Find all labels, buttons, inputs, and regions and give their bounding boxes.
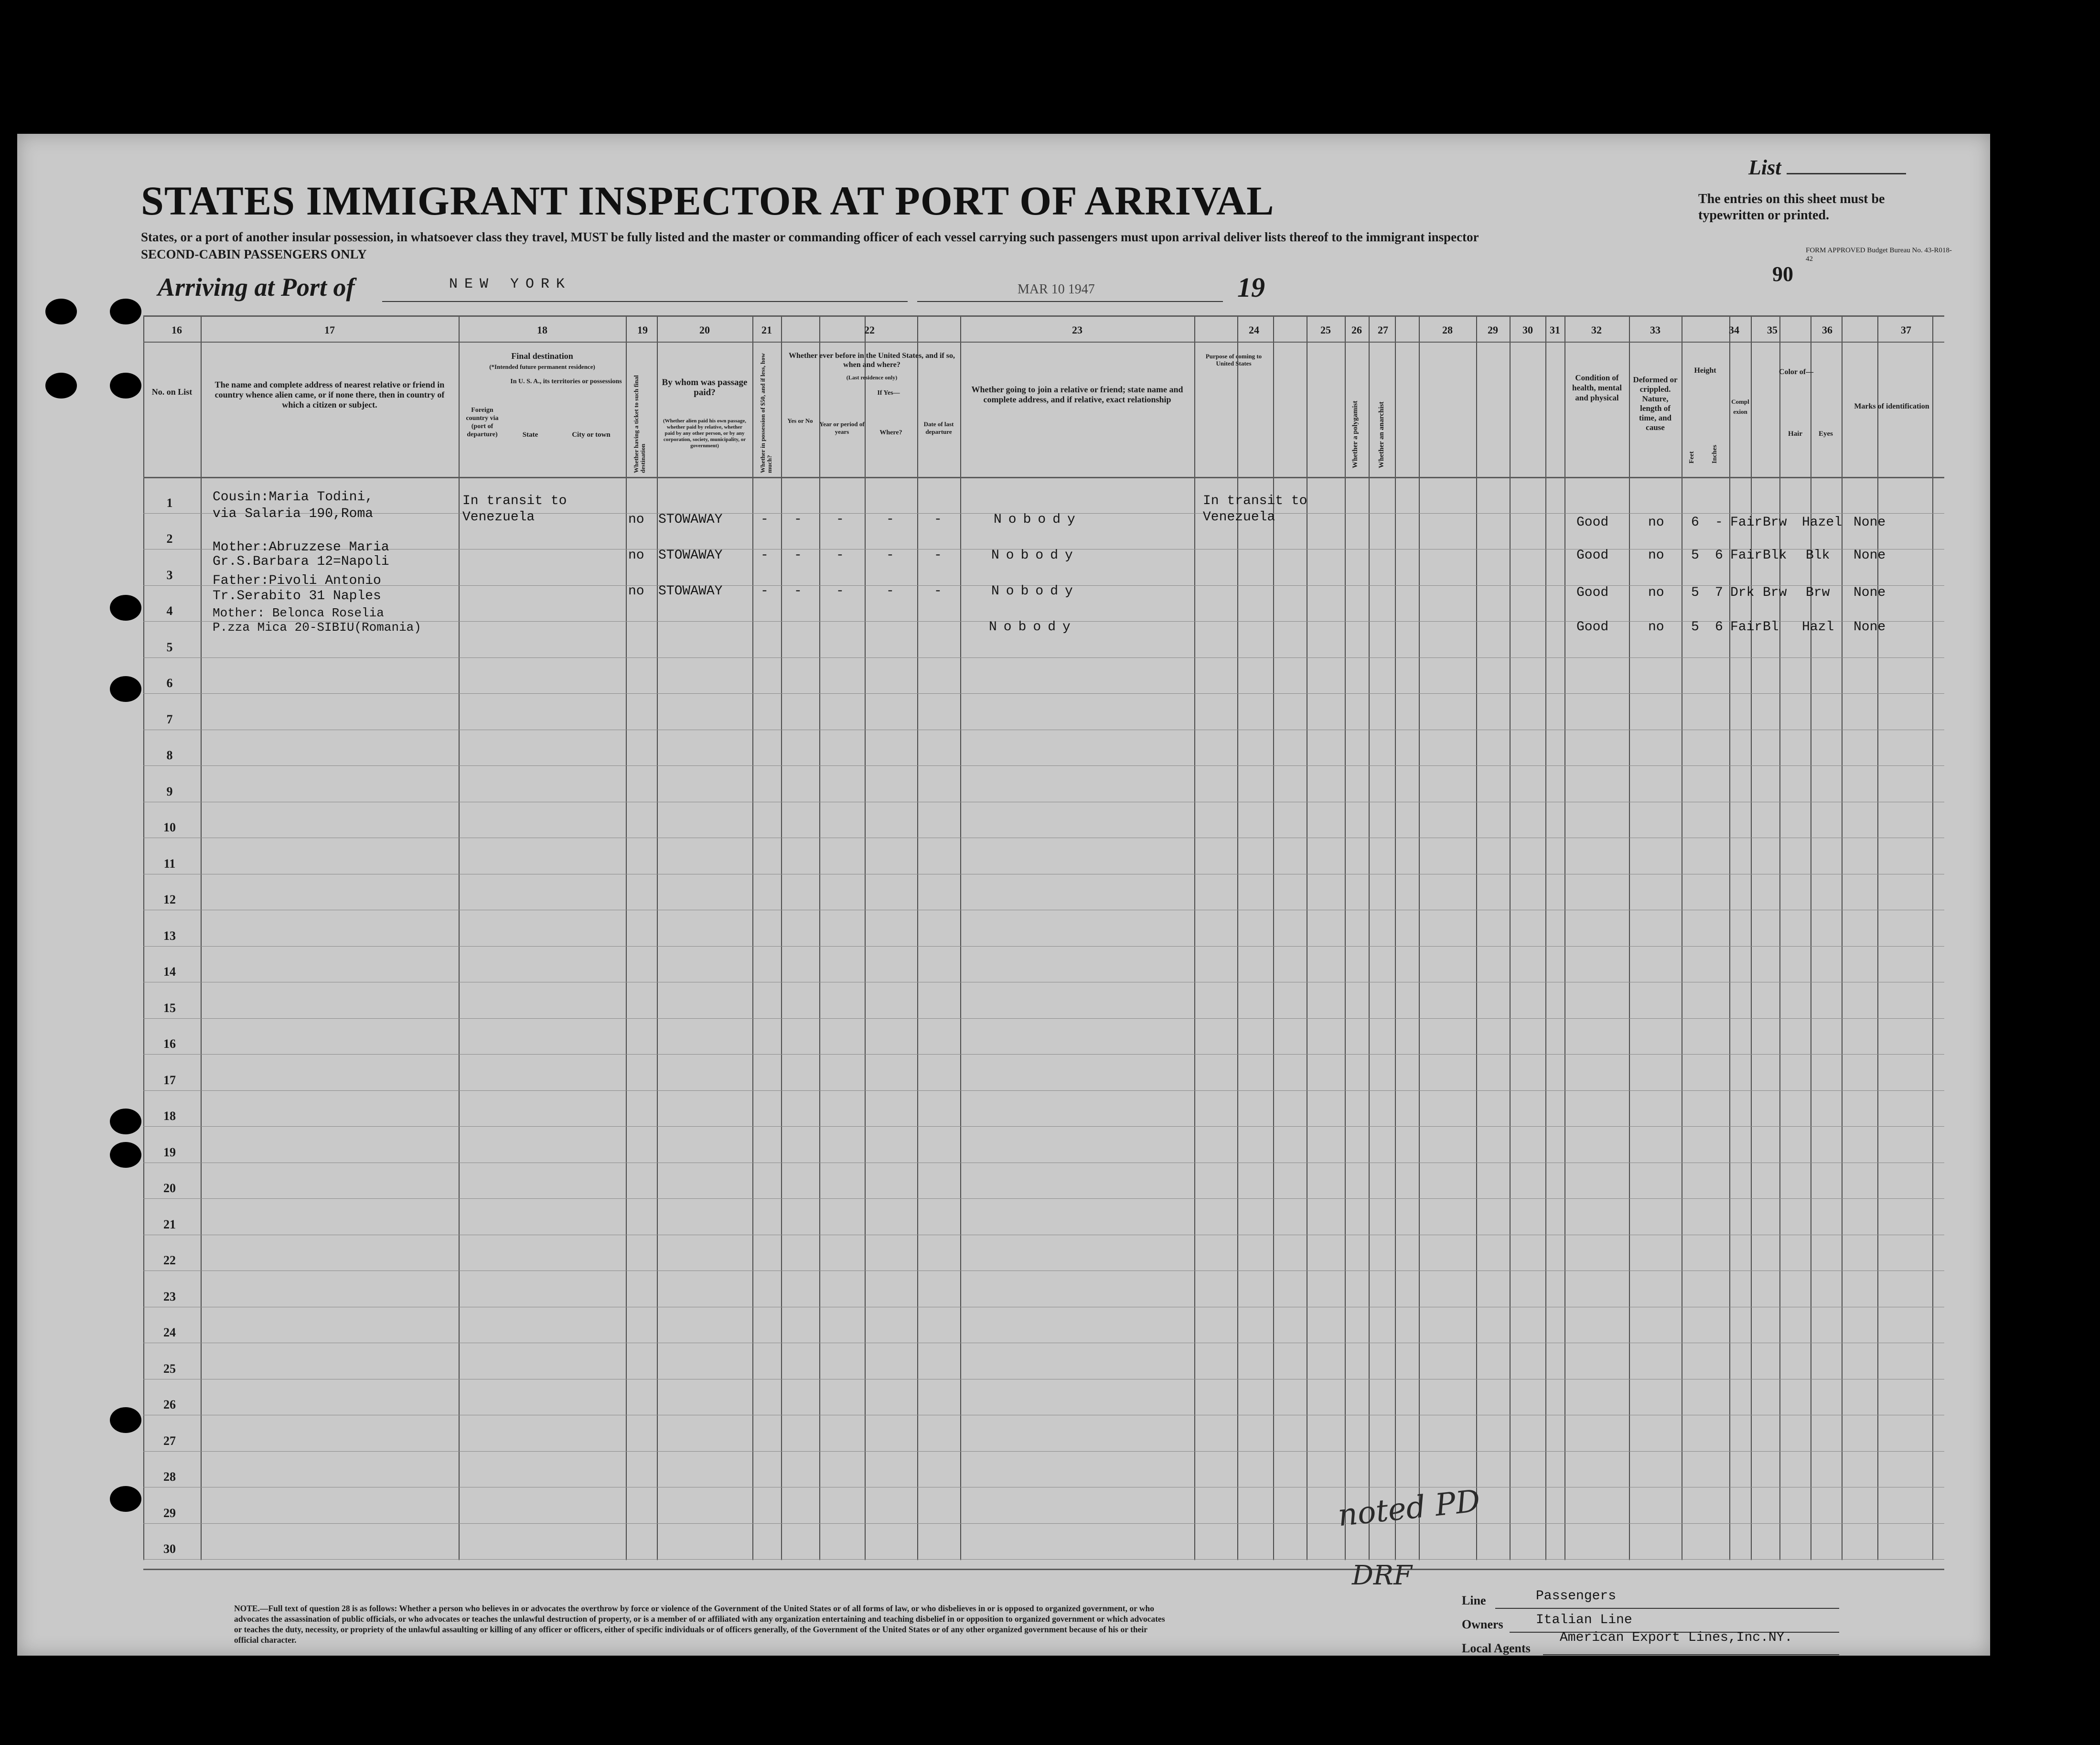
row3-complexion: Drk <box>1730 585 1755 600</box>
row-number: 28 <box>163 1470 176 1484</box>
row1-purpose-line1: In transit to <box>1203 494 1307 508</box>
col-head-passage-paid-sub: (Whether alien paid his own passage, whether paid by relative, whether paid by any other person, or by any corporation, society, municipality, or government) <box>663 418 746 449</box>
row2-relative-line2: Gr.S.Barbara 12=Napoli <box>213 554 389 569</box>
header-number-rule <box>143 342 1944 343</box>
col-divider <box>1779 315 1780 1560</box>
row-number: 23 <box>163 1290 176 1303</box>
col-num-30: 30 <box>1522 324 1533 336</box>
col-num-29: 29 <box>1488 324 1498 336</box>
row-number: 19 <box>163 1145 176 1159</box>
col-head-city: City or town <box>572 431 611 439</box>
row1-complexion: Fair <box>1730 515 1763 530</box>
col-num-31: 31 <box>1550 324 1560 336</box>
col-divider <box>865 315 866 1560</box>
row-number: 1 <box>166 496 173 510</box>
row-number: 24 <box>163 1325 176 1339</box>
row3-inches: 7 <box>1715 585 1723 600</box>
col-head-hair: Hair <box>1788 430 1802 438</box>
col-head-last-departure: Date of last departure <box>923 420 954 435</box>
table-bottom-rule <box>143 1569 1944 1570</box>
row-number: 30 <box>163 1542 176 1556</box>
row-number: 9 <box>166 785 173 798</box>
row-number: 13 <box>163 929 176 943</box>
col-divider <box>1629 315 1630 1560</box>
row-number: 22 <box>163 1253 176 1267</box>
row4-marks: None <box>1854 620 1886 635</box>
col-num-28: 28 <box>1442 324 1453 336</box>
row-rule <box>143 1126 1944 1127</box>
instructions-line-2: SECOND-CABIN PASSENGERS ONLY <box>141 247 367 261</box>
row2-deformed: no <box>1648 548 1664 563</box>
col-num-16: 16 <box>171 324 182 336</box>
row3-hair: Brw <box>1763 585 1787 600</box>
punch-hole <box>110 595 141 621</box>
col-head-final-destination-sub: (*Intended future permanent residence) <box>489 363 595 370</box>
punch-hole <box>110 1407 141 1433</box>
col-num-35: 35 <box>1767 324 1778 336</box>
col-head-yes-no: Yes or No <box>787 417 813 424</box>
col-divider <box>1842 315 1843 1560</box>
manifest-table <box>143 315 1944 1560</box>
row3-where: - <box>886 584 894 599</box>
col-head-year-period: Year or period of years <box>819 420 865 435</box>
row-rule <box>143 1018 1944 1019</box>
row2-before: - <box>794 548 802 563</box>
row2-complexion: Fair <box>1730 548 1763 563</box>
col-head-complexion: Complexion <box>1731 398 1749 415</box>
col-num-17: 17 <box>324 324 335 336</box>
local-agents-underline <box>1543 1654 1839 1655</box>
col-divider <box>781 315 782 1560</box>
col-num-24: 24 <box>1249 324 1259 336</box>
col-head-purpose: Purpose of coming to United States <box>1205 353 1262 367</box>
col-num-32: 32 <box>1591 324 1602 336</box>
col-num-22: 22 <box>864 324 875 336</box>
row1-paid-by: STOWAWAY <box>658 512 723 527</box>
col-divider <box>1564 315 1565 1560</box>
row-rule <box>143 1090 1944 1091</box>
row2-inches: 6 <box>1715 548 1723 563</box>
row3-deformed: no <box>1648 585 1664 600</box>
row4-eyes: Hazl <box>1802 620 1834 635</box>
row3-eyes: Brw <box>1806 585 1830 600</box>
col-head-inches: Inches <box>1711 445 1718 463</box>
col-head-before-in-us-sub: (Last residence only) <box>846 374 898 381</box>
col-head-color-of: Color of— <box>1779 368 1814 376</box>
row1-years: - <box>836 512 844 527</box>
row1-ticket: no <box>628 512 644 527</box>
arriving-label: Arriving at Port of <box>158 273 355 302</box>
row-number: 21 <box>163 1217 176 1231</box>
row-number: 16 <box>163 1037 176 1051</box>
col-divider <box>201 315 202 1560</box>
col-divider <box>917 315 918 1560</box>
row2-marks: None <box>1854 548 1886 563</box>
row-rule <box>143 1523 1944 1524</box>
year-label: 19 <box>1237 272 1265 303</box>
entries-note: The entries on this sheet must be typewritten or printed. <box>1698 192 1885 223</box>
row-rule <box>143 765 1944 766</box>
col-num-34: 34 <box>1729 324 1739 336</box>
row2-feet: 5 <box>1691 548 1699 563</box>
row3-departure: - <box>934 584 942 599</box>
row1-money: - <box>761 512 769 527</box>
row-number: 29 <box>163 1506 176 1520</box>
row-number: 17 <box>163 1073 176 1087</box>
header-top-rule <box>143 315 1944 317</box>
row1-where: - <box>886 512 894 527</box>
row1-eyes: Hazel <box>1802 515 1843 530</box>
row4-joining: Nobody <box>989 620 1077 635</box>
punch-hole <box>45 373 77 399</box>
row-rule <box>143 657 1944 658</box>
col-divider <box>1476 315 1477 1560</box>
row1-before: - <box>794 512 802 527</box>
row-number: 11 <box>163 857 176 871</box>
row1-deformed: no <box>1648 515 1664 530</box>
row1-purpose-line2: Venezuela <box>1203 510 1275 525</box>
row-rule <box>143 693 1944 694</box>
row1-inches: - <box>1715 515 1723 530</box>
row2-years: - <box>836 548 844 563</box>
row-number: 12 <box>163 893 176 906</box>
local-agents-value: American Export Lines,Inc.NY. <box>1560 1630 1793 1645</box>
col-head-final-destination: Final destination <box>511 351 573 361</box>
date-stamp: MAR 10 1947 <box>1018 282 1095 297</box>
punch-hole <box>110 676 141 702</box>
list-number-line <box>1787 173 1906 174</box>
row1-destination-line2: Venezuela <box>462 510 535 525</box>
col-divider <box>1729 315 1730 1560</box>
col-divider <box>960 315 961 1560</box>
row-number: 8 <box>166 748 173 762</box>
row1-joining: Nobody <box>994 512 1082 527</box>
col-divider <box>459 315 460 1560</box>
row3-before: - <box>794 584 802 599</box>
row2-paid-by: STOWAWAY <box>658 548 723 563</box>
owners-value: Italian Line <box>1536 1613 1632 1627</box>
row4-complexion: Fair <box>1730 620 1763 635</box>
punch-hole <box>110 1486 141 1512</box>
row1-relative-line2: via Salaria 190,Roma <box>213 506 374 521</box>
col-head-deformed: Deformed or crippled. Nature, length of time, and cause <box>1633 375 1678 432</box>
col-num-18: 18 <box>537 324 547 336</box>
col-head-money: Whether in possession of $50, and if less, how much? <box>759 353 773 473</box>
row-rule <box>143 946 1944 947</box>
col-head-eyes: Eyes <box>1819 430 1833 438</box>
col-divider <box>1932 315 1933 1560</box>
owners-label: Owners <box>1462 1617 1503 1631</box>
row-number: 2 <box>166 532 173 546</box>
page-title: STATES IMMIGRANT INSPECTOR AT PORT OF ARRIVAL <box>141 178 1275 224</box>
local-agents-label: Local Agents <box>1462 1641 1531 1655</box>
row2-money: - <box>761 548 769 563</box>
col-divider <box>657 315 658 1560</box>
col-num-37: 37 <box>1901 324 1911 336</box>
line-value: Passengers <box>1536 1589 1617 1604</box>
col-divider <box>626 315 627 1560</box>
row2-departure: - <box>934 548 942 563</box>
row3-health: Good <box>1576 585 1609 600</box>
row1-departure: - <box>934 512 942 527</box>
row4-relative-line2: P.zza Mica 20-SIBIU(Romania) <box>213 620 421 635</box>
row2-relative-line1: Mother:Abruzzese Maria <box>213 540 389 555</box>
instructions-line-1: States, or a port of another insular possession, in whatsoever class they travel, MUST be fully listed and the master or commanding officer of each vessel carrying such passengers must upon arrival deliver lists thereof to the immigrant inspector <box>141 230 1479 244</box>
col-head-height: Height <box>1694 366 1716 375</box>
col-num-36: 36 <box>1822 324 1832 336</box>
col-num-23: 23 <box>1072 324 1082 336</box>
col-head-in-usa: In U. S. A., its territories or possessions <box>510 378 622 385</box>
row-number: 15 <box>163 1001 176 1015</box>
col-head-before-in-us: Whether ever before in the United States, and if so, when and where? <box>789 352 955 369</box>
row-number: 4 <box>166 604 173 618</box>
row3-relative-line2: Tr.Serabito 31 Naples <box>213 589 381 603</box>
row3-feet: 5 <box>1691 585 1699 600</box>
col-divider <box>752 315 753 1560</box>
col-divider <box>1395 315 1396 1560</box>
row3-relative-line1: Father:Pivoli Antonio <box>213 573 381 588</box>
row-number: 5 <box>166 640 173 654</box>
row-number: 7 <box>166 712 173 726</box>
col-num-33: 33 <box>1650 324 1661 336</box>
line-label: Line <box>1462 1594 1486 1607</box>
row4-health: Good <box>1576 620 1609 635</box>
punch-hole <box>45 299 77 324</box>
punch-hole <box>110 373 141 399</box>
col-num-26: 26 <box>1351 324 1362 336</box>
row2-hair: Blk <box>1763 548 1787 563</box>
date-line <box>917 301 1223 302</box>
port-value: NEW YORK <box>449 276 572 292</box>
col-divider <box>1345 315 1346 1560</box>
row3-years: - <box>836 584 844 599</box>
row-number: 25 <box>163 1362 176 1376</box>
row2-eyes: Blk <box>1806 548 1830 563</box>
row-number: 20 <box>163 1181 176 1195</box>
row2-where: - <box>886 548 894 563</box>
col-head-state: State <box>522 431 538 439</box>
col-divider <box>1751 315 1752 1560</box>
col-head-if-yes: If Yes— <box>877 389 900 397</box>
col-divider <box>1510 315 1511 1560</box>
list-label: List <box>1748 156 1781 179</box>
col-divider <box>1419 315 1420 1560</box>
row4-hair: Bl <box>1763 620 1779 635</box>
row1-feet: 6 <box>1691 515 1699 530</box>
col-num-21: 21 <box>761 324 772 336</box>
col-head-anarchist: Whether an anarchist <box>1378 401 1385 468</box>
col-head-foreign-country: Foreign country via (port of departure) <box>466 407 499 438</box>
handwritten-note: noted PD <box>1336 1483 1482 1534</box>
row-number: 10 <box>163 820 176 834</box>
punch-hole <box>110 1142 141 1168</box>
col-head-where: Where? <box>879 429 902 436</box>
col-head-relative: The name and complete address of nearest relative or friend in country whence alien came, or if none there, then in country of which a citizen or subject. <box>214 380 445 409</box>
row3-joining: Nobody <box>991 584 1080 599</box>
col-head-joining: Whether going to join a relative or friend; state name and complete address, and if relative, exact relationship <box>971 385 1183 404</box>
form-approved: FORM APPROVED Budget Bureau No. 43-R018-42 <box>1806 247 1952 263</box>
sheet-number: 90 <box>1772 262 1793 286</box>
col-divider <box>1877 315 1878 1560</box>
col-head-health: Condition of health, mental and physical <box>1572 373 1622 402</box>
row1-hair: Brw <box>1763 515 1787 530</box>
row2-joining: Nobody <box>991 548 1080 563</box>
port-line <box>382 301 908 302</box>
row-number: 3 <box>166 568 173 582</box>
col-num-20: 20 <box>699 324 710 336</box>
col-head-polygamist: Whether a polygamist <box>1351 400 1359 468</box>
col-num-25: 25 <box>1320 324 1331 336</box>
question-28-note: NOTE.—Full text of question 28 is as follows: Whether a person who believes in or advocates the overthrow by force or violence of the Government of the United States or of all forms of law, or who disbelieves in or is opposed to organized government, or who advocates the assassination of public officials, or who advocates or teaches the unlawful destruction of property, or is a member of or affiliated with any organization entertaining and teaching disbelief in or opposition to organized government or which advocates or teaches the duty, necessity, or propriety of the unlawful assaulting or killing of any officer or officers, either of specific individuals or of officers generally, of the Government of the United States or of any other organized government because of his or their official character. <box>234 1604 1165 1645</box>
punch-hole <box>110 299 141 324</box>
row3-paid-by: STOWAWAY <box>658 584 723 599</box>
row-number: 14 <box>163 965 176 979</box>
col-head-no-on-list: No. on List <box>151 387 193 397</box>
col-divider <box>1369 315 1370 1560</box>
row-rule <box>143 1559 1944 1560</box>
handwritten-initials: DRF <box>1352 1560 1412 1591</box>
row-number: 27 <box>163 1434 176 1448</box>
row1-destination-line1: In transit to <box>462 494 567 508</box>
row1-relative-line1: Cousin:Maria Todini, <box>213 490 374 505</box>
row3-marks: None <box>1854 585 1886 600</box>
col-head-ticket: Whether having a ticket to such final destination <box>632 375 646 473</box>
header-bottom-rule <box>143 477 1944 478</box>
col-head-marks: Marks of identification <box>1854 402 1929 410</box>
row-number: 18 <box>163 1109 176 1123</box>
row4-deformed: no <box>1648 620 1664 635</box>
row4-relative-line1: Mother: Belonca Roselia <box>213 606 384 620</box>
col-head-feet: Feet <box>1688 451 1695 463</box>
row3-money: - <box>761 584 769 599</box>
row1-marks: None <box>1854 515 1886 530</box>
row1-health: Good <box>1576 515 1609 530</box>
row4-feet: 5 <box>1691 620 1699 635</box>
col-num-27: 27 <box>1378 324 1388 336</box>
col-head-passage-paid: By whom was passage paid? <box>662 377 748 398</box>
row-number: 6 <box>166 676 173 690</box>
col-divider <box>1194 315 1195 1560</box>
row2-health: Good <box>1576 548 1609 563</box>
instructions <box>141 228 1670 263</box>
row-rule <box>143 1054 1944 1055</box>
row-rule <box>143 1451 1944 1452</box>
col-num-19: 19 <box>637 324 648 336</box>
row-number: 26 <box>163 1398 176 1411</box>
line-underline <box>1495 1608 1839 1609</box>
row3-ticket: no <box>628 584 644 599</box>
col-divider <box>819 315 820 1560</box>
row-rule <box>143 1198 1944 1199</box>
row4-inches: 6 <box>1715 620 1723 635</box>
col-divider <box>1545 315 1546 1560</box>
punch-hole <box>110 1109 141 1134</box>
row2-ticket: no <box>628 548 644 563</box>
